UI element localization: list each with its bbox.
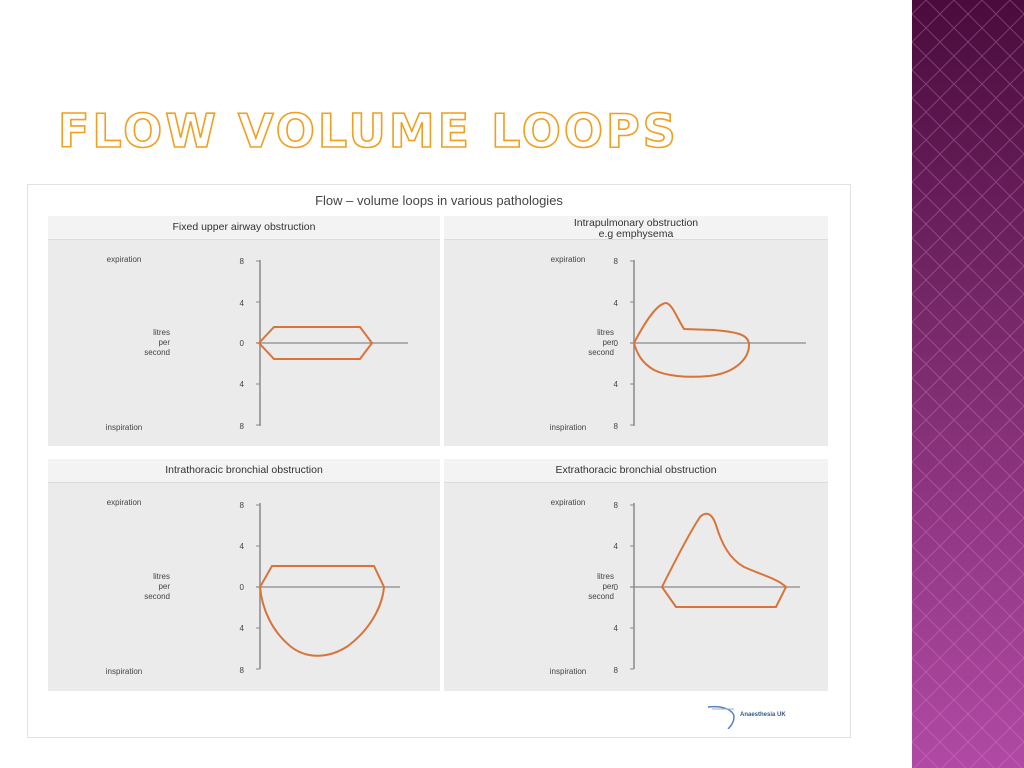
flow-volume-loop xyxy=(260,566,384,656)
y-mid-label-3: second xyxy=(144,592,170,601)
panel-fixed-upper-airway xyxy=(48,216,440,446)
logo-text: Anaesthesia UK xyxy=(740,712,786,718)
tick-label: 4 xyxy=(239,299,244,308)
y-mid-label-3: second xyxy=(588,592,614,601)
slide-title: FLOW VOLUME LOOPS xyxy=(58,104,679,158)
y-top-label: expiration xyxy=(550,498,586,507)
tick-label: 0 xyxy=(613,339,618,348)
y-mid-label-1: litres xyxy=(597,328,614,337)
y-top-label: expiration xyxy=(106,498,142,507)
y-mid-label-1: litres xyxy=(597,572,614,581)
figure-title: Flow – volume loops in various pathologies xyxy=(315,193,563,208)
flow-volume-loop xyxy=(662,514,786,607)
panel-intrathoracic-bronchial xyxy=(48,459,440,691)
y-top-label: expiration xyxy=(106,255,142,264)
tick-label: 8 xyxy=(613,666,618,675)
panel-plot xyxy=(48,459,440,691)
y-bottom-label: inspiration xyxy=(549,423,587,432)
panel-plot xyxy=(444,459,828,691)
panel-extrathoracic-bronchial xyxy=(444,459,828,691)
panel-title: Extrathoracic bronchial obstruction xyxy=(444,459,828,483)
sidebar-diamond-pattern xyxy=(912,0,1024,768)
flow-volume-loop xyxy=(634,303,749,377)
tick-label: 4 xyxy=(239,542,244,551)
y-top-label: expiration xyxy=(550,255,586,264)
panel-subtitle: e.g emphysema xyxy=(598,228,674,240)
y-mid-label-2: per xyxy=(602,582,614,591)
panel-title: Fixed upper airway obstruction xyxy=(48,216,440,240)
tick-label: 8 xyxy=(239,666,244,675)
panel-title-main: Intrapulmonary obstruction xyxy=(573,217,699,229)
y-mid-label-3: second xyxy=(144,348,170,357)
tick-label: 8 xyxy=(239,501,244,510)
tick-label: 4 xyxy=(613,380,618,389)
tick-label: 8 xyxy=(613,257,618,266)
tick-label: 0 xyxy=(613,583,618,592)
y-bottom-label: inspiration xyxy=(105,423,143,432)
tick-label: 4 xyxy=(613,299,618,308)
y-bottom-label: inspiration xyxy=(549,667,587,676)
y-mid-label-2: per xyxy=(602,338,614,347)
tick-label: 8 xyxy=(239,422,244,431)
tick-label: 0 xyxy=(239,583,244,592)
panel-plot xyxy=(444,216,828,446)
y-mid-label-2: per xyxy=(158,338,170,347)
y-bottom-label: inspiration xyxy=(105,667,143,676)
tick-label: 8 xyxy=(613,501,618,510)
tick-label: 4 xyxy=(239,380,244,389)
tick-label: 0 xyxy=(239,339,244,348)
y-mid-label-2: per xyxy=(158,582,170,591)
tick-label: 4 xyxy=(613,542,618,551)
tick-label: 4 xyxy=(239,624,244,633)
y-mid-label-1: litres xyxy=(153,572,170,581)
publisher-logo xyxy=(704,703,846,729)
tick-label: 8 xyxy=(613,422,618,431)
panel-plot xyxy=(48,216,440,446)
y-mid-label-1: litres xyxy=(153,328,170,337)
panel-intrapulmonary-obstruction xyxy=(444,216,828,446)
y-mid-label-3: second xyxy=(588,348,614,357)
decorative-sidebar xyxy=(912,0,1024,768)
panel-title: Intrathoracic bronchial obstruction xyxy=(48,459,440,483)
tick-label: 8 xyxy=(239,257,244,266)
flow-volume-figure xyxy=(27,184,851,738)
tick-label: 4 xyxy=(613,624,618,633)
